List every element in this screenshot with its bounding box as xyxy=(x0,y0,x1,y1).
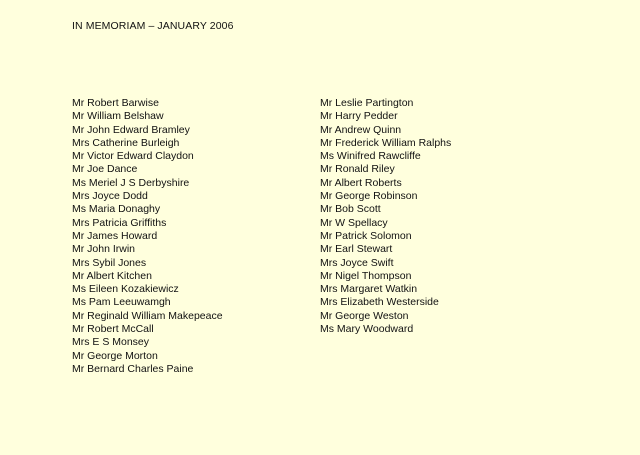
name-list-item: Mr Harry Pedder xyxy=(320,110,398,123)
name-list-item: Mr Victor Edward Claydon xyxy=(72,150,194,163)
name-list-item: Mr Patrick Solomon xyxy=(320,229,412,242)
name-list-left xyxy=(72,97,223,376)
name-list-item: Ms Winifred Rawcliffe xyxy=(320,150,421,163)
name-list-item: Ms Mary Woodward xyxy=(320,323,414,336)
name-list-item: Mr Leslie Partington xyxy=(320,97,414,109)
name-list-item: Mr W Spellacy xyxy=(320,216,388,229)
name-list-item: Mr Bernard Charles Paine xyxy=(72,362,194,375)
name-list-item: Mrs Catherine Burleigh xyxy=(72,136,180,149)
name-list-item: Mr Joe Dance xyxy=(72,163,138,176)
name-list-item: Mr Nigel Thompson xyxy=(320,269,412,282)
name-list-item: Mr William Belshaw xyxy=(72,110,164,123)
name-list-item: Mr Reginald William Makepeace xyxy=(72,309,223,322)
name-list-item: Mr Frederick William Ralphs xyxy=(320,136,452,149)
name-list-item: Mr Robert Barwise xyxy=(72,97,159,109)
name-list-item: Mr Ronald Riley xyxy=(320,163,395,176)
name-list-item: Mr James Howard xyxy=(72,229,158,242)
name-list-item: Mr Albert Kitchen xyxy=(72,269,152,282)
name-list-item: Mrs Joyce Swift xyxy=(320,256,394,269)
name-list-item: Mrs Patricia Griffiths xyxy=(72,216,167,229)
name-list-item: Mrs Elizabeth Westerside xyxy=(320,296,439,309)
page-title: IN MEMORIAM – JANUARY 2006 xyxy=(72,20,234,32)
name-list-right xyxy=(320,97,451,336)
name-list-item: Mr John Edward Bramley xyxy=(72,123,190,136)
name-list-item: Mrs E S Monsey xyxy=(72,336,150,349)
name-list-item: Mr Albert Roberts xyxy=(320,176,402,189)
name-list-item: Mr George Weston xyxy=(320,309,409,322)
name-list-item: Mr Andrew Quinn xyxy=(320,123,402,136)
name-list-item: Mr Earl Stewart xyxy=(320,243,393,256)
name-list-item: Ms Maria Donaghy xyxy=(72,203,161,216)
name-list-item: Mrs Sybil Jones xyxy=(72,256,147,269)
name-list-item: Ms Pam Leeuwamgh xyxy=(72,296,171,309)
name-list-item: Ms Meriel J S Derbyshire xyxy=(72,176,190,189)
name-list-item: Mr John Irwin xyxy=(72,243,136,256)
name-list-item: Mr George Morton xyxy=(72,349,158,362)
name-list-item: Ms Eileen Kozakiewicz xyxy=(72,283,179,296)
name-list-item: Mr Bob Scott xyxy=(320,203,381,216)
name-list-item: Mr George Robinson xyxy=(320,190,418,203)
name-list-item: Mrs Margaret Watkin xyxy=(320,283,418,296)
name-list-item: Mrs Joyce Dodd xyxy=(72,190,148,203)
name-list-item: Mr Robert McCall xyxy=(72,323,154,336)
